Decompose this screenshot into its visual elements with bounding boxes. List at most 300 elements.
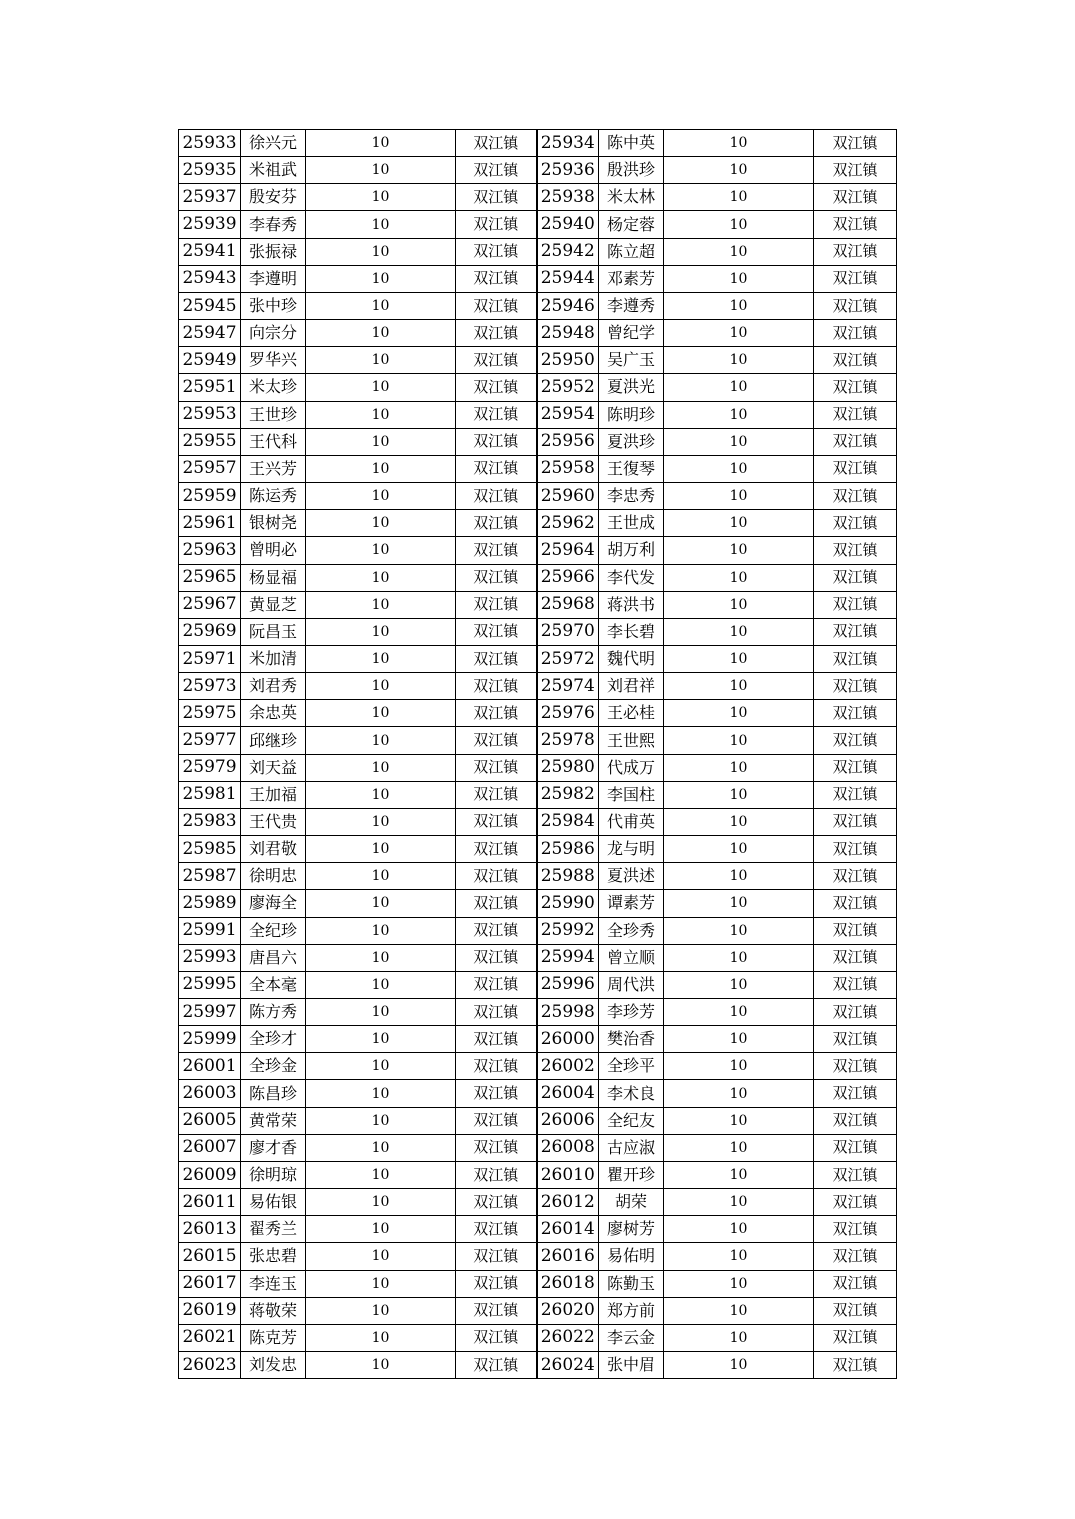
- right-town-cell: 双江镇: [814, 130, 897, 157]
- left-name-cell: 刘君敬: [241, 836, 306, 863]
- right-name-cell: 邓素芳: [599, 265, 664, 292]
- left-amount-cell: 10: [306, 1107, 456, 1134]
- table-row: [179, 971, 897, 998]
- right-name-cell: 全珍平: [599, 1053, 664, 1080]
- table-row: [179, 1216, 897, 1243]
- left-name-cell: 刘天益: [241, 754, 306, 781]
- left-name-cell: 李春秀: [241, 211, 306, 238]
- right-name-cell: 胡万利: [599, 537, 664, 564]
- right-town-cell: 双江镇: [814, 292, 897, 319]
- left-town-cell: 双江镇: [456, 374, 537, 401]
- left-town-cell: 双江镇: [456, 130, 537, 157]
- right-amount-cell: 10: [664, 971, 814, 998]
- left-name-cell: 张振禄: [241, 238, 306, 265]
- roster-table: [178, 129, 897, 1379]
- left-id-cell: 25967: [179, 591, 241, 618]
- left-amount-cell: 10: [306, 1243, 456, 1270]
- left-amount-cell: 10: [306, 1270, 456, 1297]
- right-town-cell: 双江镇: [814, 944, 897, 971]
- table-row: [179, 944, 897, 971]
- right-id-cell: 25972: [537, 645, 599, 672]
- right-name-cell: 王必桂: [599, 700, 664, 727]
- left-name-cell: 陈昌珍: [241, 1080, 306, 1107]
- left-name-cell: 全纪珍: [241, 917, 306, 944]
- left-town-cell: 双江镇: [456, 564, 537, 591]
- left-name-cell: 邱继珍: [241, 727, 306, 754]
- left-id-cell: 25981: [179, 781, 241, 808]
- table-row: [179, 184, 897, 211]
- right-amount-cell: 10: [664, 184, 814, 211]
- right-town-cell: 双江镇: [814, 157, 897, 184]
- left-town-cell: 双江镇: [456, 401, 537, 428]
- right-name-cell: 夏洪光: [599, 374, 664, 401]
- left-id-cell: 25973: [179, 673, 241, 700]
- table-row: [179, 401, 897, 428]
- right-town-cell: 双江镇: [814, 265, 897, 292]
- right-id-cell: 25990: [537, 890, 599, 917]
- left-name-cell: 翟秀兰: [241, 1216, 306, 1243]
- right-town-cell: 双江镇: [814, 1216, 897, 1243]
- right-name-cell: 古应淑: [599, 1134, 664, 1161]
- right-amount-cell: 10: [664, 320, 814, 347]
- left-name-cell: 徐兴元: [241, 130, 306, 157]
- left-id-cell: 26017: [179, 1270, 241, 1297]
- right-name-cell: 郑方前: [599, 1297, 664, 1324]
- right-id-cell: 25958: [537, 455, 599, 482]
- left-name-cell: 银树尧: [241, 510, 306, 537]
- right-id-cell: 25954: [537, 401, 599, 428]
- right-town-cell: 双江镇: [814, 1107, 897, 1134]
- left-id-cell: 26023: [179, 1352, 241, 1379]
- right-id-cell: 25986: [537, 836, 599, 863]
- left-town-cell: 双江镇: [456, 863, 537, 890]
- left-id-cell: 26003: [179, 1080, 241, 1107]
- table-row: [179, 1270, 897, 1297]
- left-id-cell: 25993: [179, 944, 241, 971]
- table-row: [179, 1161, 897, 1188]
- left-town-cell: 双江镇: [456, 265, 537, 292]
- left-id-cell: 26009: [179, 1161, 241, 1188]
- right-amount-cell: 10: [664, 564, 814, 591]
- left-name-cell: 徐明忠: [241, 863, 306, 890]
- right-id-cell: 26014: [537, 1216, 599, 1243]
- left-id-cell: 25935: [179, 157, 241, 184]
- table-row: [179, 727, 897, 754]
- right-name-cell: 易佑明: [599, 1243, 664, 1270]
- left-name-cell: 米祖武: [241, 157, 306, 184]
- left-town-cell: 双江镇: [456, 184, 537, 211]
- right-name-cell: 廖树芳: [599, 1216, 664, 1243]
- left-name-cell: 王世珍: [241, 401, 306, 428]
- right-id-cell: 26022: [537, 1324, 599, 1351]
- left-amount-cell: 10: [306, 863, 456, 890]
- right-id-cell: 25960: [537, 483, 599, 510]
- left-town-cell: 双江镇: [456, 1216, 537, 1243]
- left-town-cell: 双江镇: [456, 645, 537, 672]
- right-town-cell: 双江镇: [814, 1026, 897, 1053]
- right-amount-cell: 10: [664, 265, 814, 292]
- right-name-cell: 陈中英: [599, 130, 664, 157]
- table-row: [179, 347, 897, 374]
- table-row: [179, 1080, 897, 1107]
- roster-body: [179, 130, 897, 1379]
- right-amount-cell: 10: [664, 483, 814, 510]
- left-name-cell: 黄常荣: [241, 1107, 306, 1134]
- left-name-cell: 曾明必: [241, 537, 306, 564]
- left-town-cell: 双江镇: [456, 537, 537, 564]
- right-town-cell: 双江镇: [814, 618, 897, 645]
- left-amount-cell: 10: [306, 211, 456, 238]
- right-id-cell: 26000: [537, 1026, 599, 1053]
- left-name-cell: 张忠碧: [241, 1243, 306, 1270]
- right-amount-cell: 10: [664, 537, 814, 564]
- right-name-cell: 吴广玉: [599, 347, 664, 374]
- right-town-cell: 双江镇: [814, 401, 897, 428]
- right-amount-cell: 10: [664, 211, 814, 238]
- left-name-cell: 王兴芳: [241, 455, 306, 482]
- table-row: [179, 510, 897, 537]
- left-town-cell: 双江镇: [456, 347, 537, 374]
- right-id-cell: 26010: [537, 1161, 599, 1188]
- left-name-cell: 黄显芝: [241, 591, 306, 618]
- left-amount-cell: 10: [306, 808, 456, 835]
- table-row: [179, 591, 897, 618]
- right-name-cell: 李云金: [599, 1324, 664, 1351]
- right-amount-cell: 10: [664, 1080, 814, 1107]
- left-town-cell: 双江镇: [456, 673, 537, 700]
- table-row: [179, 863, 897, 890]
- left-town-cell: 双江镇: [456, 1189, 537, 1216]
- right-amount-cell: 10: [664, 700, 814, 727]
- left-amount-cell: 10: [306, 510, 456, 537]
- right-id-cell: 26004: [537, 1080, 599, 1107]
- left-name-cell: 杨显福: [241, 564, 306, 591]
- right-amount-cell: 10: [664, 1324, 814, 1351]
- right-name-cell: 李术良: [599, 1080, 664, 1107]
- table-row: [179, 211, 897, 238]
- left-amount-cell: 10: [306, 374, 456, 401]
- right-name-cell: 王復琴: [599, 455, 664, 482]
- right-amount-cell: 10: [664, 754, 814, 781]
- left-id-cell: 26001: [179, 1053, 241, 1080]
- left-id-cell: 25959: [179, 483, 241, 510]
- left-town-cell: 双江镇: [456, 483, 537, 510]
- right-name-cell: 夏洪述: [599, 863, 664, 890]
- left-town-cell: 双江镇: [456, 1352, 537, 1379]
- left-town-cell: 双江镇: [456, 618, 537, 645]
- left-amount-cell: 10: [306, 483, 456, 510]
- left-name-cell: 向宗分: [241, 320, 306, 347]
- left-town-cell: 双江镇: [456, 1270, 537, 1297]
- left-amount-cell: 10: [306, 1352, 456, 1379]
- table-row: [179, 455, 897, 482]
- right-name-cell: 杨定蓉: [599, 211, 664, 238]
- right-town-cell: 双江镇: [814, 374, 897, 401]
- table-row: [179, 673, 897, 700]
- left-name-cell: 余忠英: [241, 700, 306, 727]
- right-amount-cell: 10: [664, 1243, 814, 1270]
- right-id-cell: 26012: [537, 1189, 599, 1216]
- table-row: [179, 1243, 897, 1270]
- left-amount-cell: 10: [306, 320, 456, 347]
- right-id-cell: 25982: [537, 781, 599, 808]
- right-amount-cell: 10: [664, 618, 814, 645]
- right-town-cell: 双江镇: [814, 863, 897, 890]
- left-town-cell: 双江镇: [456, 1053, 537, 1080]
- table-row: [179, 808, 897, 835]
- left-amount-cell: 10: [306, 700, 456, 727]
- left-amount-cell: 10: [306, 238, 456, 265]
- left-amount-cell: 10: [306, 347, 456, 374]
- right-name-cell: 曾纪学: [599, 320, 664, 347]
- left-town-cell: 双江镇: [456, 1026, 537, 1053]
- right-amount-cell: 10: [664, 1134, 814, 1161]
- right-amount-cell: 10: [664, 781, 814, 808]
- left-name-cell: 刘发忠: [241, 1352, 306, 1379]
- right-town-cell: 双江镇: [814, 591, 897, 618]
- left-amount-cell: 10: [306, 645, 456, 672]
- right-id-cell: 25934: [537, 130, 599, 157]
- right-id-cell: 25984: [537, 808, 599, 835]
- right-town-cell: 双江镇: [814, 320, 897, 347]
- right-id-cell: 26006: [537, 1107, 599, 1134]
- right-amount-cell: 10: [664, 863, 814, 890]
- right-town-cell: 双江镇: [814, 1134, 897, 1161]
- right-amount-cell: 10: [664, 1270, 814, 1297]
- right-town-cell: 双江镇: [814, 890, 897, 917]
- left-id-cell: 25987: [179, 863, 241, 890]
- table-row: [179, 1134, 897, 1161]
- left-id-cell: 25953: [179, 401, 241, 428]
- left-id-cell: 26019: [179, 1297, 241, 1324]
- right-id-cell: 26002: [537, 1053, 599, 1080]
- table-row: [179, 700, 897, 727]
- left-amount-cell: 10: [306, 781, 456, 808]
- table-row: [179, 374, 897, 401]
- table-row: [179, 157, 897, 184]
- left-name-cell: 刘君秀: [241, 673, 306, 700]
- left-name-cell: 陈克芳: [241, 1324, 306, 1351]
- left-amount-cell: 10: [306, 999, 456, 1026]
- table-row: [179, 483, 897, 510]
- left-id-cell: 25971: [179, 645, 241, 672]
- left-town-cell: 双江镇: [456, 1080, 537, 1107]
- left-amount-cell: 10: [306, 890, 456, 917]
- left-town-cell: 双江镇: [456, 1107, 537, 1134]
- left-town-cell: 双江镇: [456, 999, 537, 1026]
- left-town-cell: 双江镇: [456, 1134, 537, 1161]
- right-id-cell: 25966: [537, 564, 599, 591]
- left-town-cell: 双江镇: [456, 1161, 537, 1188]
- right-amount-cell: 10: [664, 1297, 814, 1324]
- left-id-cell: 25999: [179, 1026, 241, 1053]
- left-id-cell: 25945: [179, 292, 241, 319]
- right-amount-cell: 10: [664, 292, 814, 319]
- left-amount-cell: 10: [306, 184, 456, 211]
- right-name-cell: 夏洪珍: [599, 428, 664, 455]
- left-name-cell: 廖海全: [241, 890, 306, 917]
- right-id-cell: 26020: [537, 1297, 599, 1324]
- right-name-cell: 李长碧: [599, 618, 664, 645]
- left-amount-cell: 10: [306, 1134, 456, 1161]
- right-town-cell: 双江镇: [814, 917, 897, 944]
- left-amount-cell: 10: [306, 537, 456, 564]
- right-id-cell: 25988: [537, 863, 599, 890]
- left-name-cell: 全本毫: [241, 971, 306, 998]
- table-row: [179, 917, 897, 944]
- table-row: [179, 292, 897, 319]
- left-name-cell: 米太珍: [241, 374, 306, 401]
- right-amount-cell: 10: [664, 347, 814, 374]
- table-row: [179, 1189, 897, 1216]
- right-name-cell: 魏代明: [599, 645, 664, 672]
- right-amount-cell: 10: [664, 917, 814, 944]
- right-town-cell: 双江镇: [814, 1053, 897, 1080]
- right-town-cell: 双江镇: [814, 1324, 897, 1351]
- left-amount-cell: 10: [306, 618, 456, 645]
- left-id-cell: 25995: [179, 971, 241, 998]
- right-id-cell: 25962: [537, 510, 599, 537]
- left-town-cell: 双江镇: [456, 700, 537, 727]
- left-town-cell: 双江镇: [456, 211, 537, 238]
- left-amount-cell: 10: [306, 292, 456, 319]
- table-row: [179, 320, 897, 347]
- table-row: [179, 1324, 897, 1351]
- left-id-cell: 26005: [179, 1107, 241, 1134]
- right-name-cell: 米太林: [599, 184, 664, 211]
- right-name-cell: 代甫英: [599, 808, 664, 835]
- right-name-cell: 瞿开珍: [599, 1161, 664, 1188]
- right-name-cell: 周代洪: [599, 971, 664, 998]
- right-id-cell: 25942: [537, 238, 599, 265]
- left-id-cell: 25989: [179, 890, 241, 917]
- right-town-cell: 双江镇: [814, 971, 897, 998]
- left-amount-cell: 10: [306, 455, 456, 482]
- table-row: [179, 428, 897, 455]
- right-town-cell: 双江镇: [814, 673, 897, 700]
- right-name-cell: 曾立顺: [599, 944, 664, 971]
- right-id-cell: 26008: [537, 1134, 599, 1161]
- left-town-cell: 双江镇: [456, 1324, 537, 1351]
- right-id-cell: 25950: [537, 347, 599, 374]
- left-id-cell: 25997: [179, 999, 241, 1026]
- table-row: [179, 564, 897, 591]
- right-town-cell: 双江镇: [814, 483, 897, 510]
- left-name-cell: 陈运秀: [241, 483, 306, 510]
- right-name-cell: 谭素芳: [599, 890, 664, 917]
- right-id-cell: 25996: [537, 971, 599, 998]
- right-name-cell: 李忠秀: [599, 483, 664, 510]
- right-amount-cell: 10: [664, 1053, 814, 1080]
- left-id-cell: 26007: [179, 1134, 241, 1161]
- right-id-cell: 25970: [537, 618, 599, 645]
- right-name-cell: 代成万: [599, 754, 664, 781]
- right-name-cell: 胡荣: [599, 1189, 664, 1216]
- right-town-cell: 双江镇: [814, 645, 897, 672]
- left-name-cell: 殷安芬: [241, 184, 306, 211]
- left-town-cell: 双江镇: [456, 836, 537, 863]
- right-amount-cell: 10: [664, 999, 814, 1026]
- right-town-cell: 双江镇: [814, 564, 897, 591]
- left-name-cell: 米加清: [241, 645, 306, 672]
- left-amount-cell: 10: [306, 673, 456, 700]
- right-id-cell: 25952: [537, 374, 599, 401]
- right-name-cell: 李国柱: [599, 781, 664, 808]
- right-id-cell: 25964: [537, 537, 599, 564]
- left-id-cell: 25961: [179, 510, 241, 537]
- table-row: [179, 1297, 897, 1324]
- right-town-cell: 双江镇: [814, 537, 897, 564]
- right-name-cell: 李遵秀: [599, 292, 664, 319]
- right-town-cell: 双江镇: [814, 1189, 897, 1216]
- left-town-cell: 双江镇: [456, 320, 537, 347]
- left-town-cell: 双江镇: [456, 890, 537, 917]
- left-id-cell: 26021: [179, 1324, 241, 1351]
- table-row: [179, 1107, 897, 1134]
- right-town-cell: 双江镇: [814, 1297, 897, 1324]
- right-amount-cell: 10: [664, 591, 814, 618]
- left-name-cell: 徐明琼: [241, 1161, 306, 1188]
- left-amount-cell: 10: [306, 1216, 456, 1243]
- right-town-cell: 双江镇: [814, 781, 897, 808]
- left-town-cell: 双江镇: [456, 510, 537, 537]
- right-town-cell: 双江镇: [814, 347, 897, 374]
- left-amount-cell: 10: [306, 836, 456, 863]
- right-name-cell: 陈明珍: [599, 401, 664, 428]
- right-name-cell: 龙与明: [599, 836, 664, 863]
- right-amount-cell: 10: [664, 890, 814, 917]
- right-id-cell: 26024: [537, 1352, 599, 1379]
- left-amount-cell: 10: [306, 1080, 456, 1107]
- right-id-cell: 25944: [537, 265, 599, 292]
- left-amount-cell: 10: [306, 1053, 456, 1080]
- right-id-cell: 25946: [537, 292, 599, 319]
- right-name-cell: 全纪友: [599, 1107, 664, 1134]
- table-row: [179, 999, 897, 1026]
- right-town-cell: 双江镇: [814, 455, 897, 482]
- left-id-cell: 25951: [179, 374, 241, 401]
- right-town-cell: 双江镇: [814, 808, 897, 835]
- right-town-cell: 双江镇: [814, 700, 897, 727]
- left-town-cell: 双江镇: [456, 727, 537, 754]
- left-amount-cell: 10: [306, 1189, 456, 1216]
- left-id-cell: 25985: [179, 836, 241, 863]
- right-name-cell: 李代发: [599, 564, 664, 591]
- left-name-cell: 全珍金: [241, 1053, 306, 1080]
- left-town-cell: 双江镇: [456, 808, 537, 835]
- left-amount-cell: 10: [306, 428, 456, 455]
- right-amount-cell: 10: [664, 401, 814, 428]
- right-amount-cell: 10: [664, 645, 814, 672]
- right-amount-cell: 10: [664, 238, 814, 265]
- right-id-cell: 25998: [537, 999, 599, 1026]
- right-town-cell: 双江镇: [814, 754, 897, 781]
- table-row: [179, 130, 897, 157]
- left-amount-cell: 10: [306, 591, 456, 618]
- left-id-cell: 25975: [179, 700, 241, 727]
- table-row: [179, 781, 897, 808]
- right-amount-cell: 10: [664, 1107, 814, 1134]
- right-town-cell: 双江镇: [814, 1243, 897, 1270]
- left-name-cell: 蒋敬荣: [241, 1297, 306, 1324]
- left-id-cell: 25943: [179, 265, 241, 292]
- left-name-cell: 廖才香: [241, 1134, 306, 1161]
- right-amount-cell: 10: [664, 944, 814, 971]
- right-name-cell: 刘君祥: [599, 673, 664, 700]
- right-amount-cell: 10: [664, 455, 814, 482]
- left-name-cell: 李遵明: [241, 265, 306, 292]
- right-amount-cell: 10: [664, 808, 814, 835]
